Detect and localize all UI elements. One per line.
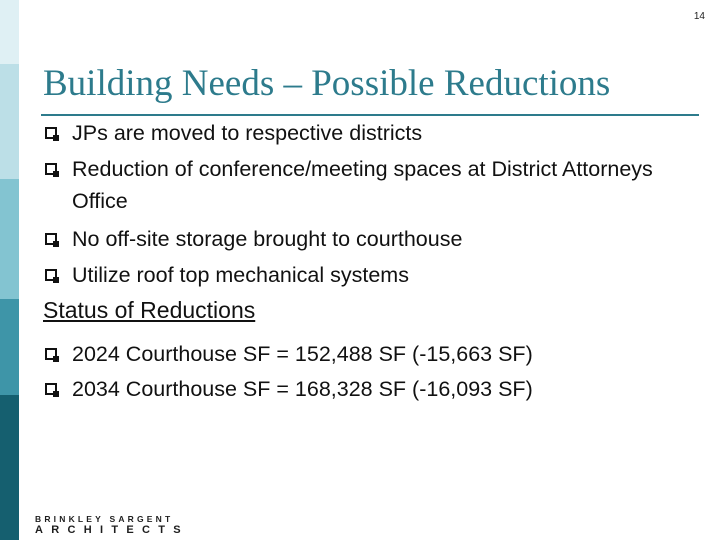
sidebar-band-2 <box>0 64 19 179</box>
square-bullet-icon <box>45 163 57 175</box>
company-logo <box>35 515 189 536</box>
list-item <box>72 373 692 405</box>
list-item-text: Reduction of conference/meeting spaces at District Attorneys Office <box>72 157 653 213</box>
square-bullet-icon <box>45 233 57 245</box>
sidebar-band-4 <box>0 299 19 395</box>
list-item-text: JPs are moved to respective districts <box>72 121 423 145</box>
list-item <box>72 153 692 217</box>
logo-line-2: ARCHITECTS <box>35 524 189 536</box>
sidebar-band-5 <box>0 395 19 540</box>
sidebar-band-1 <box>0 0 19 64</box>
logo-line-1: BRINKLEY SARGENT <box>35 514 174 524</box>
square-bullet-icon <box>45 348 57 360</box>
title-underline <box>41 114 699 116</box>
list-item <box>72 259 692 291</box>
list-item-text: No off-site storage brought to courthouse <box>72 227 463 251</box>
square-bullet-icon <box>45 269 57 281</box>
status-heading: Status of Reductions <box>43 297 256 323</box>
list-item-text: 2024 Courthouse SF = 152,488 SF (-15,663 SF) <box>72 342 533 366</box>
list-item-text: 2034 Courthouse SF = 168,328 SF (-16,093 SF) <box>72 377 533 401</box>
list-item <box>72 117 692 149</box>
square-bullet-icon <box>45 383 57 395</box>
slide-title: Building Needs – Possible Reductions <box>43 63 611 104</box>
list-item <box>72 338 692 370</box>
list-item <box>72 223 692 255</box>
square-bullet-icon <box>45 127 57 139</box>
sidebar-band-3 <box>0 179 19 299</box>
list-item-text: Utilize roof top mechanical systems <box>72 263 409 287</box>
slide-number: 14 <box>693 11 705 22</box>
